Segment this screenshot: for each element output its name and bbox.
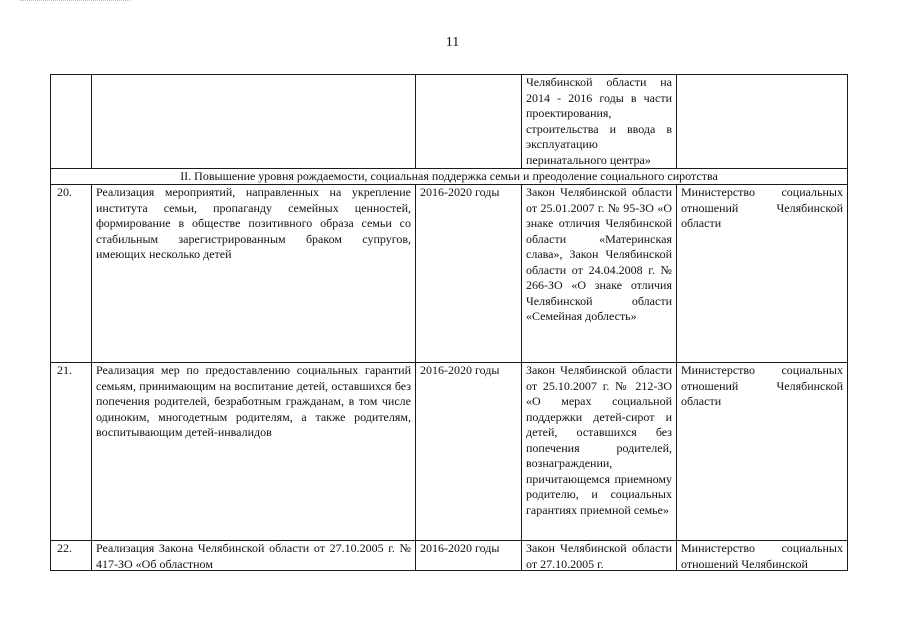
executor-text: Министерство социальных отношений Челябинской (677, 541, 848, 571)
page-number: 11 (445, 35, 460, 50)
legal-basis-text: Закон Челябинской области от 25.10.2007 г. № 212-ЗО «О мерах социальной поддержки детей-сирот и детей, оставшихся без попечения родителей, вознаграждении, причитающемся приемному родителю, и социальных гарантиях приемной семье» (522, 363, 677, 541)
scan-edge-mark (20, 0, 130, 3)
table-row (51, 541, 848, 571)
measure-text: Реализация мер по предоставлению социальных гарантий семьям, принимающим на воспитание детей, оставшихся без попечения родителей, безработным гражданам, в том числе одиноким, многодетным родителям, а также родителям, воспитывающим детей-инвалидов (92, 363, 416, 541)
measure-text: Реализация мероприятий, направленных на укрепление института семьи, пропаганду семейных ценностей, формирование в обществе позитивного образа семьи со стабильным зарегистрированным браком супругов, имеющих несколько детей (92, 185, 416, 363)
legal-basis-cell: Челябинской области на 2014 - 2016 годы в части проектирования, строительства и ввода в эксплуатацию перинатального центра» (522, 75, 677, 169)
legal-basis-text: Закон Челябинской области от 25.01.2007 г. № 95-ЗО «О знаке отличия Челябинской области «Материнская слава», Закон Челябинской области от 24.04.2008 г. № 266-ЗО «О знаке отличия Челябинской области «Семейная доблесть» (522, 185, 677, 363)
period-cell (416, 75, 522, 169)
num-cell (51, 75, 92, 169)
executor-text: Министерство социальных отношений Челябинской области (677, 185, 848, 363)
legal-basis-text: Закон Челябинской области от 27.10.2005 г. (522, 541, 677, 571)
row-number: 22. (51, 541, 92, 571)
period-text: 2016-2020 годы (416, 363, 522, 541)
measure-text: Реализация Закона Челябинской области от 27.10.2005 г. № 417-ЗО «Об областном (92, 541, 416, 571)
table-row (51, 363, 848, 541)
continuation-row (51, 75, 848, 169)
executor-text: Министерство социальных отношений Челябинской области (677, 363, 848, 541)
row-number: 20. (51, 185, 92, 363)
period-text: 2016-2020 годы (416, 541, 522, 571)
row-number: 21. (51, 363, 92, 541)
table-row (51, 185, 848, 363)
measures-table (50, 74, 848, 571)
section-heading: II. Повышение уровня рождаемости, социальная поддержка семьи и преодоление социального сиротства (51, 169, 848, 185)
measure-cell (92, 75, 416, 169)
section-heading-row (51, 169, 848, 185)
period-text: 2016-2020 годы (416, 185, 522, 363)
executor-cell (677, 75, 848, 169)
